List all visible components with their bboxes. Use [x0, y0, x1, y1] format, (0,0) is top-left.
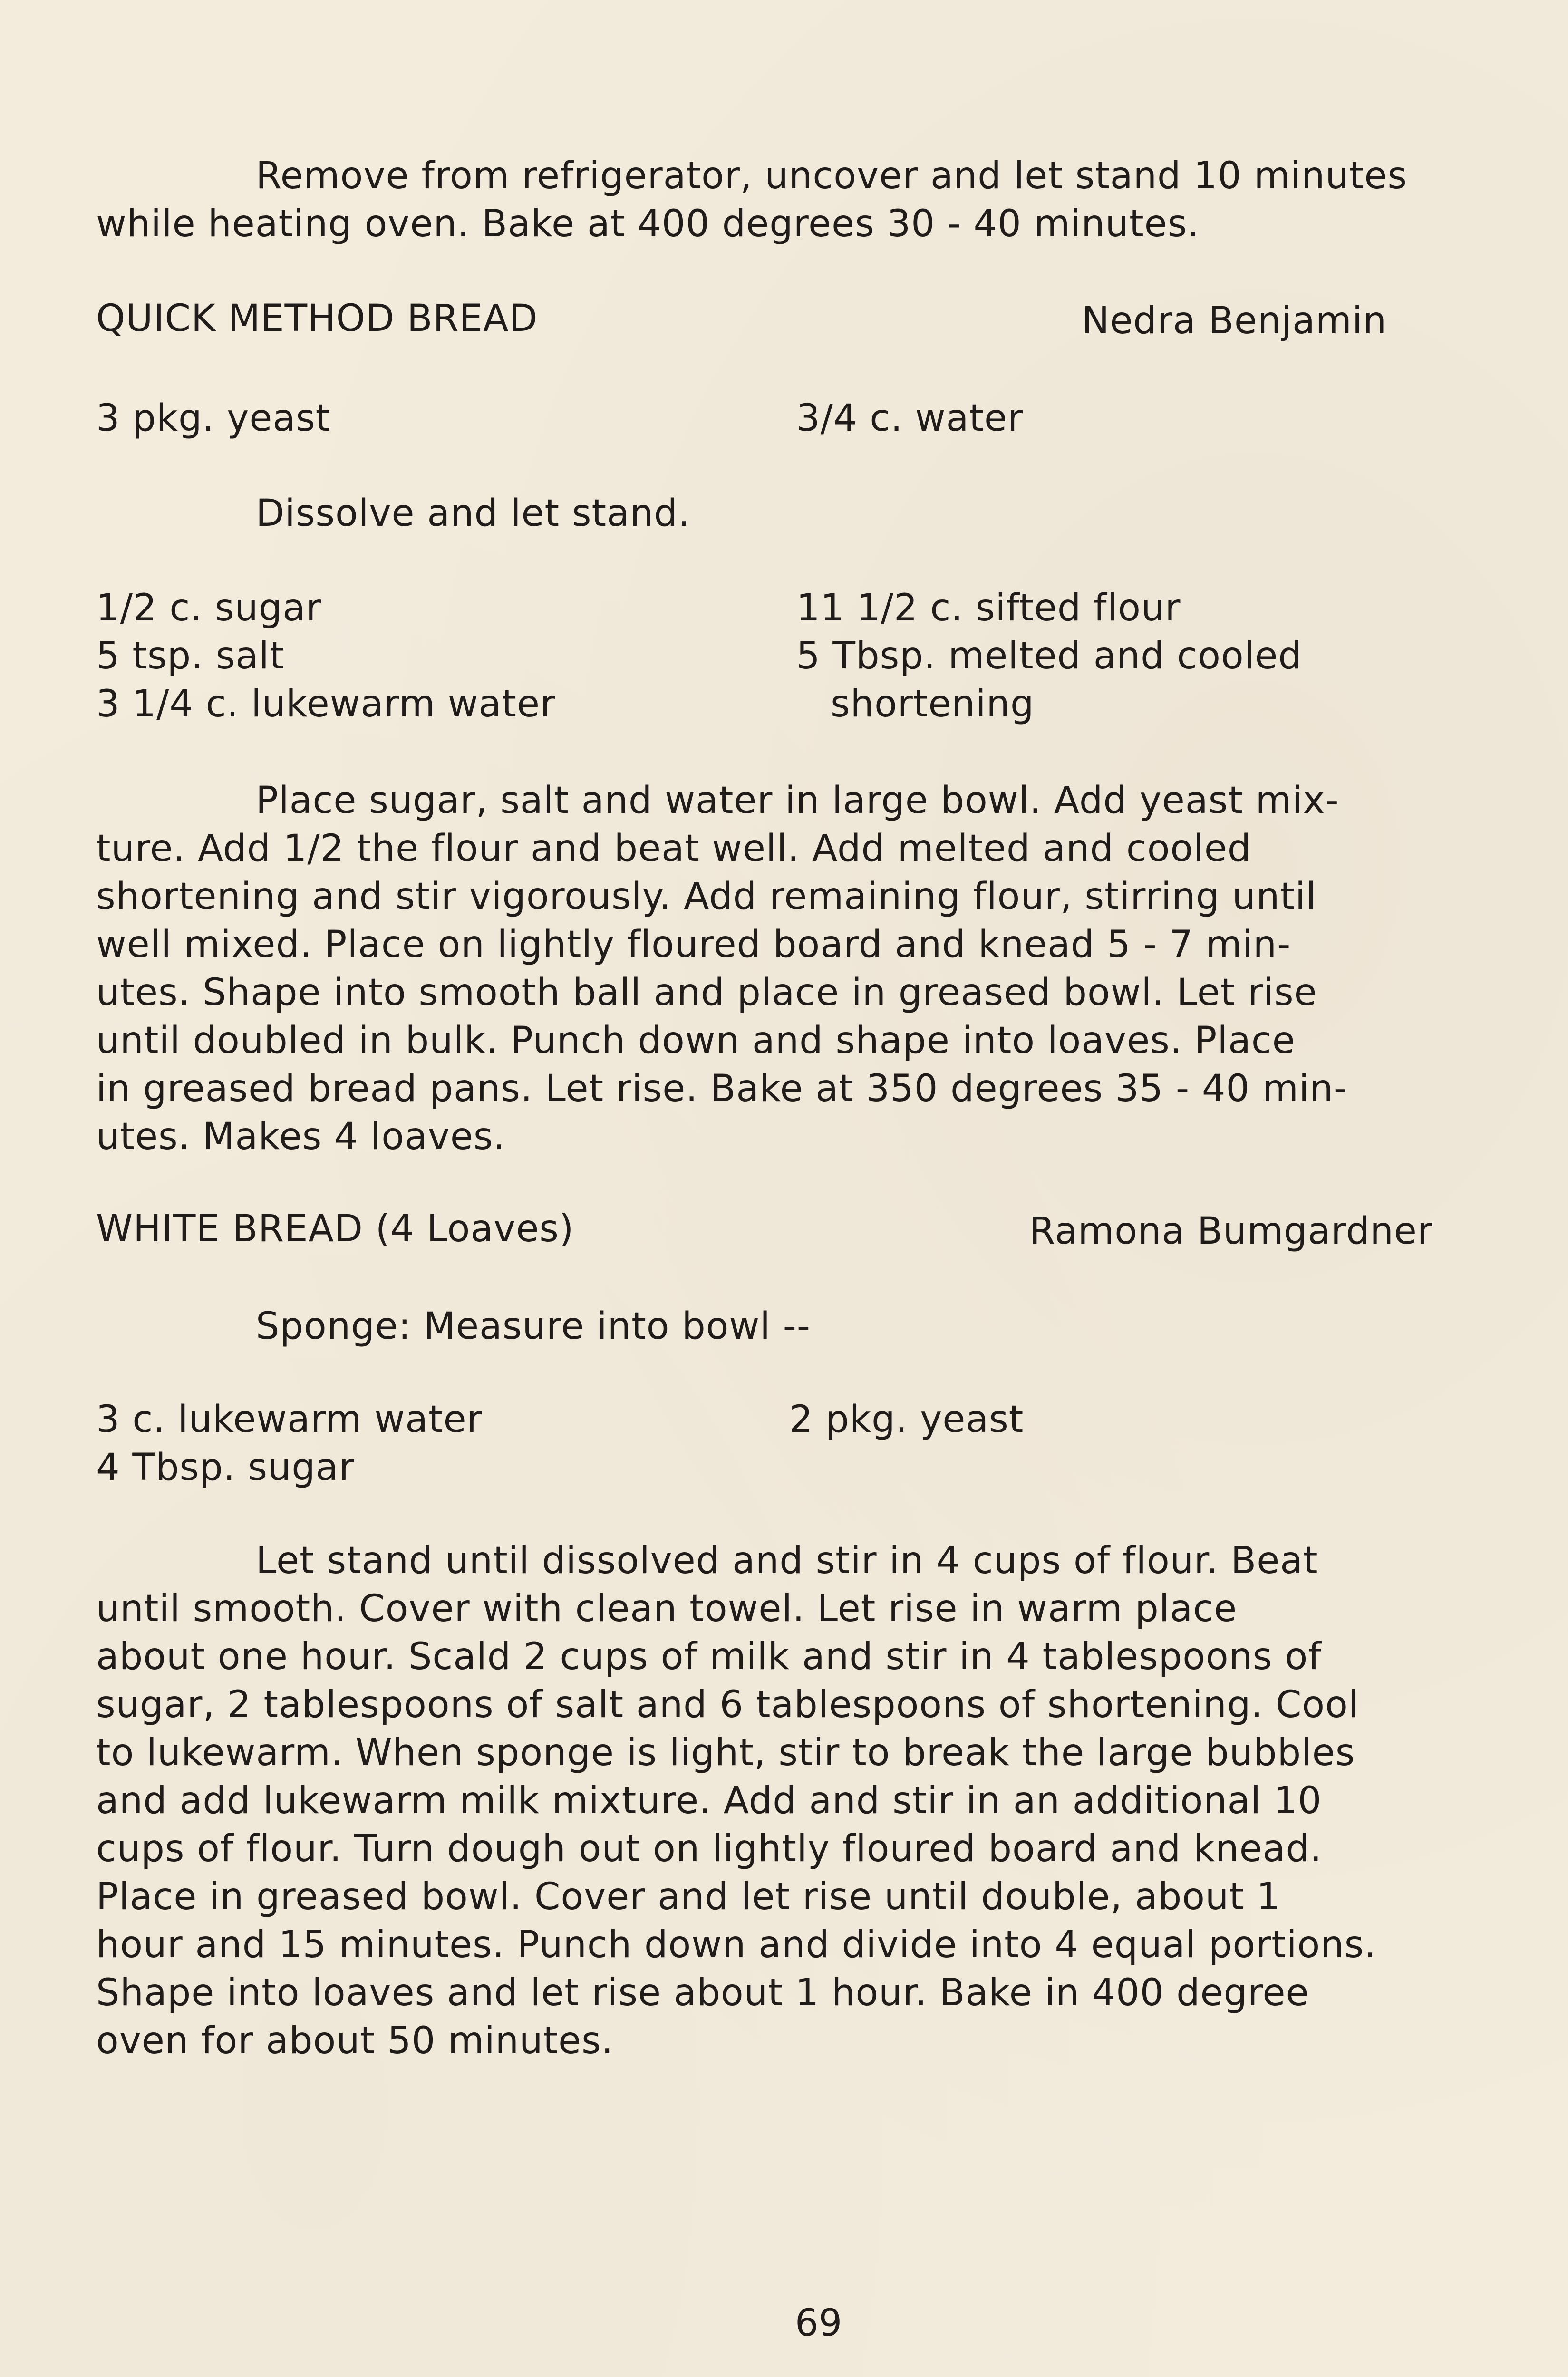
ingredient-list-right — [796, 584, 1302, 728]
directions-line: about one hour. Scald 2 cups of milk and stir in 4 tablespoons of — [96, 1635, 1322, 1678]
ingredient-item: 11 1/2 c. sifted flour — [796, 587, 1181, 629]
instruction-step: Dissolve and let stand. — [256, 492, 690, 535]
directions-line: hour and 15 minutes. Punch down and divide into 4 equal portions. — [96, 1923, 1377, 1966]
directions-line: Place sugar, salt and water in large bowl. Add yeast mix- — [256, 779, 1339, 822]
recipe-author-white-bread: Ramona Bumgardner — [1029, 1210, 1433, 1253]
directions-line: in greased bread pans. Let rise. Bake at 350 degrees 35 - 40 min- — [96, 1067, 1348, 1110]
recipe-author-quick-bread: Nedra Benjamin — [1082, 300, 1387, 342]
ingredient-list-left — [96, 1396, 483, 1492]
directions-line: Let stand until dissolved and stir in 4 cups of flour. Beat — [256, 1539, 1318, 1582]
recipe-title-quick-bread: QUICK METHOD BREAD — [96, 297, 538, 340]
ingredient-item: 3/4 c. water — [796, 397, 1024, 440]
directions-line: oven for about 50 minutes. — [96, 2019, 614, 2062]
ingredient-list-left — [96, 584, 556, 728]
directions-line: until doubled in bulk. Punch down and shape into loaves. Place — [96, 1019, 1296, 1062]
directions-line: Place in greased bowl. Cover and let rise until double, about 1 — [96, 1875, 1281, 1918]
intro-line: Remove from refrigerator, uncover and let stand 10 minutes — [256, 155, 1408, 197]
ingredient-item: 3 c. lukewarm water — [96, 1398, 483, 1441]
directions-line: until smooth. Cover with clean towel. Let rise in warm place — [96, 1587, 1238, 1630]
directions-line: cups of flour. Turn dough out on lightly floured board and knead. — [96, 1827, 1322, 1870]
directions-line: and add lukewarm milk mixture. Add and stir in an additional 10 — [96, 1779, 1322, 1822]
ingredient-item: 3 1/4 c. lukewarm water — [96, 683, 556, 725]
ingredient-item: 5 Tbsp. melted and cooled — [796, 635, 1302, 677]
ingredient-item: 3 pkg. yeast — [96, 397, 331, 440]
directions-white-bread — [96, 1537, 1376, 2065]
directions-line: well mixed. Place on lightly floured board and knead 5 - 7 min- — [96, 923, 1291, 966]
ingredient-item: shortening — [831, 683, 1035, 725]
recipe-title-white-bread: WHITE BREAD (4 Loaves) — [96, 1208, 574, 1250]
directions-line: sugar, 2 tablespoons of salt and 6 tablespoons of shortening. Cool — [96, 1683, 1359, 1726]
intro-paragraph — [96, 152, 1407, 248]
ingredient-item: 5 tsp. salt — [96, 635, 285, 677]
instruction-step: Sponge: Measure into bowl -- — [256, 1305, 811, 1348]
ingredient-item: 4 Tbsp. sugar — [96, 1446, 355, 1489]
directions-line: utes. Shape into smooth ball and place in greased bowl. Let rise — [96, 971, 1317, 1014]
directions-line: utes. Makes 4 loaves. — [96, 1115, 506, 1158]
page-number: 69 — [795, 2302, 842, 2345]
intro-line: while heating oven. Bake at 400 degrees 30 - 40 minutes. — [96, 203, 1200, 245]
ingredient-list-right — [789, 1396, 1024, 1444]
directions-line: to lukewarm. When sponge is light, stir to break the large bubbles — [96, 1731, 1355, 1774]
directions-line: ture. Add 1/2 the flour and beat well. Add melted and cooled — [96, 827, 1252, 870]
ingredient-item: 1/2 c. sugar — [96, 587, 322, 629]
ingredient-item: 2 pkg. yeast — [789, 1398, 1024, 1441]
directions-quick-bread — [96, 777, 1347, 1161]
directions-line: Shape into loaves and let rise about 1 hour. Bake in 400 degree — [96, 1971, 1309, 2014]
directions-line: shortening and stir vigorously. Add remaining flour, stirring until — [96, 875, 1317, 918]
